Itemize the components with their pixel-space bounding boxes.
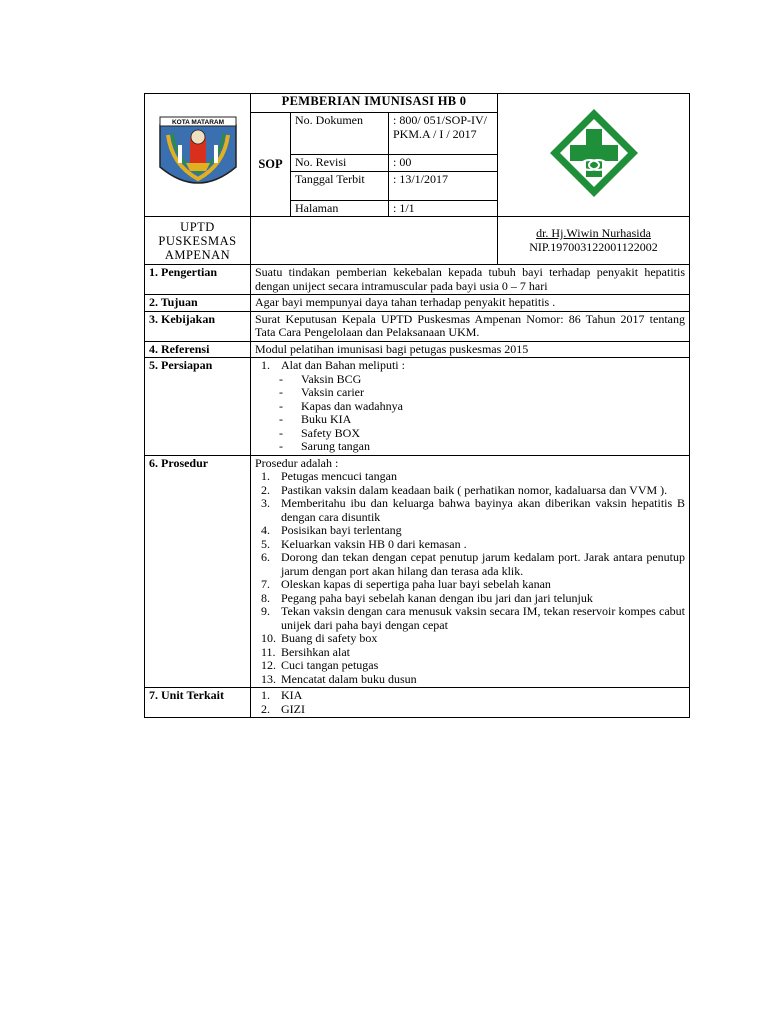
list-number: 8.	[261, 590, 270, 605]
prosedur-intro: Prosedur adalah :	[255, 455, 339, 470]
doc-row-label: Halaman	[291, 200, 389, 217]
list-text: Keluarkan vaksin HB 0 dari kemasan .	[281, 536, 467, 551]
sub-list-text: Vaksin carier	[301, 385, 364, 399]
list-text: Petugas mencuci tangan	[281, 469, 397, 483]
list-number: 5.	[261, 536, 270, 551]
doc-row-label: No. Revisi	[291, 155, 389, 172]
section-body-prosedur	[251, 455, 690, 688]
doc-row-value: : 13/1/2017	[389, 171, 498, 200]
sop-table	[144, 93, 690, 718]
list-text: Cuci tangan petugas	[281, 658, 379, 672]
doc-row-value: : 00	[389, 155, 498, 172]
list-number: 3.	[261, 496, 270, 510]
list-text: Posisikan bayi terlentang	[281, 523, 402, 537]
section-label-tujuan: 2. Tujuan	[145, 295, 251, 312]
sub-list-item	[255, 386, 685, 400]
list-number: 11.	[261, 644, 276, 659]
list-item	[255, 659, 685, 673]
section-body-unit-terkait	[251, 688, 690, 718]
list-item	[255, 592, 685, 606]
dash-bullet: -	[279, 425, 283, 440]
dash-bullet: -	[279, 398, 283, 413]
document-title: PEMBERIAN IMUNISASI HB 0	[251, 94, 498, 113]
sub-list-item	[255, 400, 685, 414]
sub-list-text: Safety BOX	[301, 425, 360, 440]
sub-list-item	[255, 413, 685, 427]
blank-cell	[251, 217, 498, 265]
doc-row-label: No. Dokumen	[291, 113, 389, 155]
city-logo-cell	[145, 94, 251, 217]
sop-label: SOP	[251, 113, 291, 217]
dash-bullet: -	[279, 385, 283, 399]
sub-list-item	[255, 373, 685, 387]
sub-list-item	[255, 440, 685, 454]
list-item	[255, 538, 685, 552]
section-text-referensi: Modul pelatihan imunisasi bagi petugas puskesmas 2015	[251, 341, 690, 358]
list-text: Oleskan kapas di sepertiga paha luar bayi sebelah kanan	[281, 577, 551, 591]
sub-list-text: Vaksin BCG	[301, 371, 362, 386]
kota-mataram-logo	[156, 115, 240, 191]
list-number: 7.	[261, 577, 270, 591]
list-text: Mencatat dalam buku dusun	[281, 671, 417, 686]
list-text: GIZI	[281, 701, 305, 716]
list-item	[255, 605, 685, 632]
prosedur-steps-list	[255, 470, 685, 686]
org-line: AMPENAN	[164, 247, 231, 262]
puskesmas-logo-icon	[548, 107, 640, 199]
list-item	[255, 632, 685, 646]
section-label-persiapan: 5. Persiapan	[145, 358, 251, 456]
list-text: Alat dan Bahan meliputi :	[281, 358, 405, 372]
org-line: PUSKESMAS	[158, 233, 237, 248]
list-item	[255, 497, 685, 524]
list-number: 2.	[261, 482, 270, 497]
list-text: Pegang paha bayi sebelah kanan dengan ibu jari dan jari telunjuk	[281, 590, 593, 605]
org-line: UPTD	[180, 219, 215, 234]
unit-terkait-list	[255, 689, 685, 716]
list-item	[255, 578, 685, 592]
list-text: Pastikan vaksin dalam keadaan baik ( perhatikan nomor, kadaluarsa dan VVM ).	[281, 482, 668, 497]
list-text: Bersihkan alat	[281, 644, 350, 659]
list-item	[255, 359, 685, 373]
section-label-pengertian: 1. Pengertian	[145, 265, 251, 295]
list-number: 2.	[261, 701, 270, 716]
list-number: 10.	[261, 631, 276, 645]
dash-bullet: -	[279, 371, 283, 386]
doc-row-label: Tanggal Terbit	[291, 171, 389, 200]
list-item	[255, 646, 685, 660]
persiapan-sub-list	[255, 373, 685, 454]
puskesmas-logo-cell	[498, 94, 690, 217]
sub-list-text: Kapas dan wadahnya	[301, 398, 403, 413]
sub-list-item	[255, 427, 685, 441]
doc-row-value: : 1/1	[389, 200, 498, 217]
list-number: 12.	[261, 658, 276, 672]
city-logo-text: KOTA MATARAM	[171, 119, 224, 127]
list-text: Buang di safety box	[281, 631, 378, 645]
list-item	[255, 673, 685, 687]
list-item	[255, 551, 685, 578]
list-number: 1.	[261, 469, 270, 483]
section-label-unit-terkait: 7. Unit Terkait	[145, 688, 251, 718]
list-text: KIA	[281, 688, 303, 702]
list-number: 4.	[261, 523, 270, 537]
signer-name: dr. Hj.Wiwin Nurhasida	[536, 226, 651, 240]
dash-bullet: -	[279, 412, 283, 426]
list-item	[255, 524, 685, 538]
section-text-tujuan: Agar bayi mempunyai daya tahan terhadap penyakit hepatitis .	[251, 295, 690, 312]
list-number: 13.	[261, 671, 276, 686]
list-item	[255, 703, 685, 717]
section-label-kebijakan: 3. Kebijakan	[145, 311, 251, 341]
section-text-kebijakan: Surat Keputusan Kepala UPTD Puskesmas Ampenan Nomor: 86 Tahun 2017 tentang Tata Cara Pengelolaan dan Pelaksanaan UKM.	[251, 311, 690, 341]
signer-nip: NIP.197003122001122002	[529, 239, 658, 254]
organization-name	[145, 217, 251, 265]
list-number: 1.	[261, 358, 270, 372]
list-item	[255, 470, 685, 484]
dash-bullet: -	[279, 439, 283, 453]
list-item	[255, 484, 685, 498]
list-text: Dorong dan tekan dengan cepat penutup jarum kedalam port. Jarak antara penutup jarum dengan port akan hilang dan terasa ada klik.	[281, 550, 685, 578]
doc-row-value: : 800/ 051/SOP-IV/ PKM.A / I / 2017	[389, 113, 498, 155]
section-text-pengertian: Suatu tindakan pemberian kekebalan kepada tubuh bayi terhadap penyakit hepatitis dengan uniject secara intramuscular pada bayi usia 0 – 7 hari	[251, 265, 690, 295]
list-number: 1.	[261, 688, 270, 702]
list-number: 9.	[261, 604, 270, 618]
signature-block	[498, 217, 690, 265]
list-text: Tekan vaksin dengan cara menusuk vaksin secara IM, tekan reservoir kompes cabut unijek dari paha bayi dengan cepat	[281, 604, 685, 632]
section-body-persiapan	[251, 358, 690, 456]
sub-list-text: Sarung tangan	[301, 439, 370, 453]
section-label-referensi: 4. Referensi	[145, 341, 251, 358]
sub-list-text: Buku KIA	[301, 412, 352, 426]
list-number: 6.	[261, 550, 270, 564]
list-item	[255, 689, 685, 703]
section-label-prosedur: 6. Prosedur	[145, 455, 251, 688]
list-text: Memberitahu ibu dan keluarga bahwa bayinya akan diberikan vaksin hepatitis B dengan cara disuntik	[281, 496, 685, 524]
